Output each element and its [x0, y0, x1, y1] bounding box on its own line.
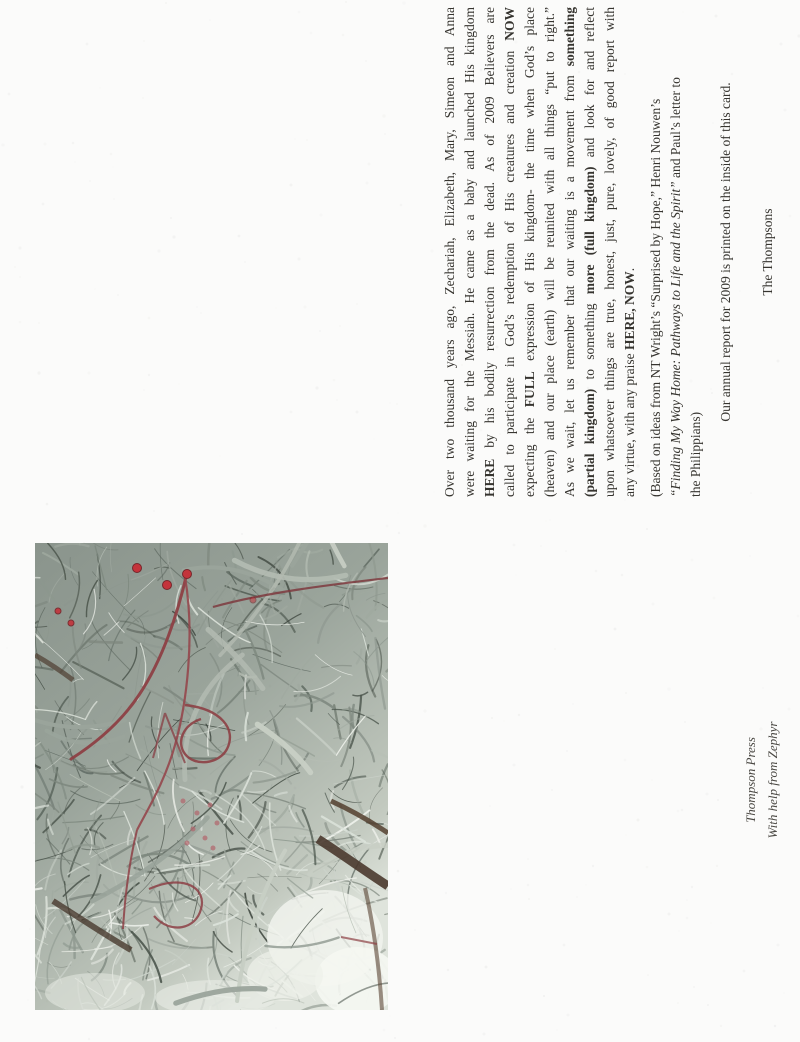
- text-line: upon whatsoever things are true, honest, just, pure, lovely, of good report with: [602, 7, 617, 497]
- text-line: any virtue, with any praise HERE, NOW.: [622, 267, 637, 497]
- signature-line: The Thompsons: [760, 208, 775, 296]
- printer-credit-help: With help from Zephyr: [765, 721, 780, 839]
- annual-report-line: Our annual report for 2009 is printed on the inside of this card.: [718, 82, 733, 422]
- ice-branches-photo: [35, 543, 388, 1010]
- printer-credits-block: [740, 630, 792, 930]
- text-line: (partial kingdom) to something more (full kingdom) and look for and reflect: [582, 7, 597, 497]
- text-line: the Philippians): [688, 411, 703, 497]
- text-line: called to participate in God’s redemption of His creatures and creation NOW: [502, 7, 517, 497]
- main-paragraph: [440, 7, 640, 497]
- text-line: were waiting for the Messiah. He came as a baby and launched His kingdom: [462, 7, 477, 497]
- text-line: HERE by his bodily resurrection from the dead. As of 2009 Believers are: [482, 7, 497, 497]
- text-line: (heaven) and our place (earth) will be reunited with all things “put to right.”: [542, 7, 557, 497]
- text-line: “Finding My Way Home: Pathways to Life and the Spirit” and Paul’s letter to: [668, 77, 683, 497]
- card-photo: [35, 543, 388, 1010]
- text-line: (Based on ideas from NT Wright’s “Surprised by Hope,” Henri Nouwen’s: [648, 98, 663, 497]
- text-line: Over two thousand years ago, Zechariah, Elizabeth, Mary, Simeon and Anna: [442, 7, 457, 497]
- text-line: As we wait, let us remember that our waiting is a movement from something: [562, 7, 577, 497]
- attribution-paragraph: [646, 7, 706, 497]
- card-text-block: [440, 7, 780, 497]
- text-line: expecting the FULL expression of His kingdom- the time when God’s place: [522, 7, 537, 497]
- printer-credit-press: Thompson Press: [743, 737, 758, 823]
